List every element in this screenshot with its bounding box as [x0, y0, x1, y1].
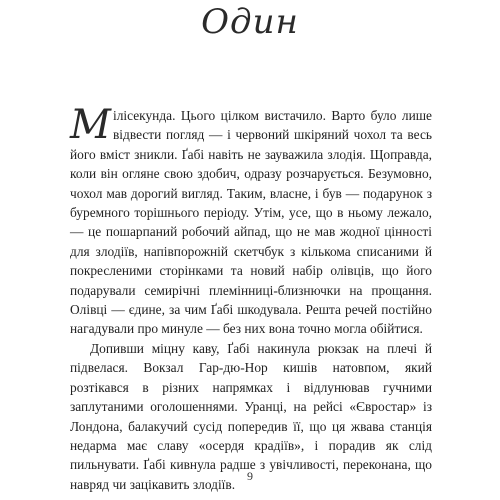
drop-cap: М: [70, 102, 111, 148]
paragraph-1-text: ілісекунда. Цього цілком вистачило. Варто було лише відвести погляд — і червоний шкіряний чохол та весь його вміст зникли. Ґабі навіть не зауважила злодія. Щоправда, коли він огляне свою здобич, одразу розчарується. Безумовно, чохол мав дорогий вигляд. Таким, власне, і був — подарунок з буремного торішнього періоду. Утім, усе, що в ньому лежало, — це пошарпаний робочий айпад, що не мав жодної цінності для злодіїв, напівпорожній скетчбук з кількома списаними й покресленими сторінками та новий набір олівців, що його подарували семирічні племінниці-близнючки на прощання. Олівці — єдине, за чим Ґабі шкодувала. Решта речей постійно нагадували про минуле — без них вона точно могла обійтися.: [70, 108, 432, 337]
paragraph-1: [70, 102, 432, 339]
paragraph-2-text: Допивши міцну каву, Ґабі накинула рюкзак на плечі й підвелася. Вокзал Гар-дю-Нор кишів натовпом, який розтікався в різних напрямках і відлунював гучними заплутаними оголошеннями. Уранці, на рейсі «Євростар» із Лондона, балакучий сусід попередив її, що ця жвава станція недарма має славу «осердя крадіїв», і порадив як слід пильнувати. Ґабі кивнула радше з увічливості, переконана, що навряд чи зацікавить злодіїв.: [70, 340, 432, 492]
page-number: 9: [247, 469, 253, 483]
chapter-title: Один: [201, 2, 299, 42]
body-text: [70, 102, 432, 494]
